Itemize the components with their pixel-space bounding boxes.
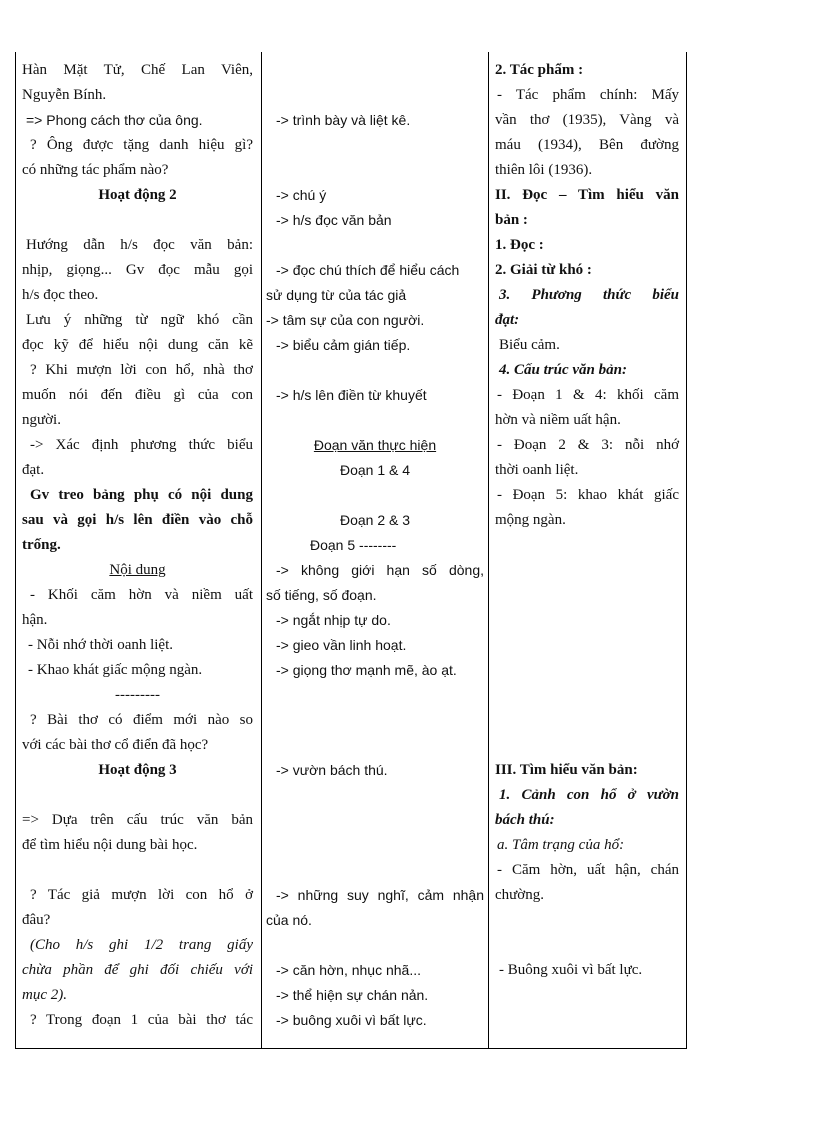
col1-text-line: - Khối căm hờn và niềm uất [30,587,253,603]
col2-text-line: -> thể hiện sự chán nản. [276,987,429,1003]
col2-text-line: -> những suy nghĩ, cảm nhận [276,887,484,903]
col3-text-line: chường. [495,887,544,903]
col1-text-line: --------- [115,687,160,703]
col3-text-line: 3. Phương thức biểu [499,287,679,303]
col1-text-line: => Phong cách thơ của ông. [26,112,203,128]
col3-text-line: 4. Cấu trúc văn bản: [499,362,627,378]
col1-text-line: trống. [22,537,61,553]
column-divider [488,52,489,1049]
col1-text-line: - Khao khát giấc mộng ngàn. [28,662,203,678]
col3-text-line: 2. Tác phẩm : [495,62,584,78]
col3-text-line: II. Đọc – Tìm hiểu văn [495,187,679,203]
col3-text-line: - Đoạn 1 & 4: khối căm [497,387,679,403]
col2-text-line: -> giọng thơ mạnh mẽ, ào ạt. [276,662,457,678]
col1-text-line: -> Xác định phương thức biểu [30,437,253,453]
col1-text-line: muốn nói đến điều gì của con [22,387,253,403]
col2-text-line: Đoạn 1 & 4 [339,462,411,478]
col2-text-line: -> gieo vần linh hoạt. [276,637,407,653]
col2-text-line: -> h/s đọc văn bản [276,212,392,228]
col1-text-line: người. [22,412,61,428]
col2-text-line: Đoạn 2 & 3 [339,512,411,528]
col2-text-line: -> đọc chú thích để hiểu cách [276,262,460,278]
col3-text-line: máu (1934), Bên đường [495,137,679,153]
col3-text-line: đạt: [495,312,520,328]
col3-text-line: - Căm hờn, uất hận, chán [497,862,679,878]
col3-text-line: 1. Đọc : [495,237,544,253]
col3-text-line: Biểu cảm. [499,337,560,353]
col1-text-line: Gv treo bảng phụ có nội dung [30,487,253,503]
col1-text-line: Lưu ý những từ ngữ khó cần [26,312,253,328]
col1-text-line: đọc kỹ để hiểu nội dung căn kẽ [22,337,253,353]
column-divider [261,52,262,1049]
col1-text-line: Hoạt động 2 [98,187,177,203]
col1-text-line: Hoạt động 3 [98,762,177,778]
col1-text-line: đâu? [22,912,51,928]
col1-text-line: với các bài thơ cổ điển đã học? [22,737,209,753]
col1-text-line: (Cho h/s ghi 1/2 trang giấy [30,937,253,953]
col1-text-line: hận. [22,612,48,628]
col2-text-line: -> h/s lên điền từ khuyết [276,387,427,403]
col2-text-line: Đoạn 5 -------- [310,537,397,553]
col3-text-line: - Đoạn 2 & 3: nỗi nhớ [497,437,679,453]
col1-text-line: ? Ông được tặng danh hiệu gì? [30,137,253,153]
col1-text-line: đạt. [22,462,45,478]
col2-text-line: -> trình bày và liệt kê. [276,112,411,128]
col3-text-line: hờn và niềm uất hận. [495,412,621,428]
col1-text-line: ? Trong đoạn 1 của bài thơ tác [30,1012,253,1028]
col1-text-line: ? Khi mượn lời con hổ, nhà thơ [30,362,253,378]
col3-text-line: thời oanh liệt. [495,462,579,478]
col3-text-line: mộng ngàn. [495,512,566,528]
col2-text-line: -> ngắt nhịp tự do. [276,612,391,628]
col1-text-line: ? Bài thơ có điểm mới nào so [30,712,253,728]
col2-text-line: Đoạn văn thực hiện [313,437,437,453]
col2-text-line: -> biểu cảm gián tiếp. [276,337,411,353]
col1-text-line: sau và gọi h/s lên điền vào chỗ [22,512,253,528]
col3-text-line: 2. Giải từ khó : [495,262,592,278]
col3-text-line: bách thú: [495,812,555,828]
col2-text-line: sử dụng từ của tác giả [266,287,407,303]
col2-text-line: -> căn hờn, nhục nhã... [276,962,421,978]
col1-text-line: Hàn Mặt Tử, Chế Lan Viên, [22,62,253,78]
col3-text-line: bản : [495,212,528,228]
col1-text-line: chừa phần để ghi đối chiếu với [22,962,253,978]
col1-text-line: nhịp, giọng... Gv đọc mẫu gọi [22,262,253,278]
col3-text-line: 1. Cảnh con hổ ở vườn [499,787,679,803]
col1-text-line: Hướng dẫn h/s đọc văn bản: [26,237,253,253]
col1-text-line: => Dựa trên cấu trúc văn bản [22,812,253,828]
col3-text-line: a. Tâm trạng của hổ: [497,837,625,853]
col2-text-line: số tiếng, số đoạn. [266,587,377,603]
col3-text-line: - Đoạn 5: khao khát giấc [497,487,679,503]
col3-text-line: - Buông xuôi vì bất lực. [499,962,643,978]
col1-text-line: Nội dung [109,562,166,578]
col1-text-line: ? Tác giả mượn lời con hổ ở [30,887,253,903]
col2-text-line: -> chú ý [276,187,327,203]
col1-text-line: Nguyễn Bính. [22,87,107,103]
col1-text-line: mục 2). [22,987,67,1003]
col3-text-line: vần thơ (1935), Vàng và [495,112,679,128]
col2-text-line: -> buông xuôi vì bất lực. [276,1012,427,1028]
col1-text-line: để tìm hiểu nội dung bài học. [22,837,198,853]
col1-text-line: h/s đọc theo. [22,287,99,303]
col1-text-line: có những tác phẩm nào? [22,162,169,178]
col2-text-line: -> không giới hạn số dòng, [276,562,484,578]
col1-text-line: - Nỗi nhớ thời oanh liệt. [28,637,174,653]
col3-text-line: III. Tìm hiểu văn bản: [495,762,638,778]
col3-text-line: - Tác phẩm chính: Mấy [497,87,679,103]
col2-text-line: -> tâm sự của con người. [266,312,425,328]
col3-text-line: thiên lôi (1936). [495,162,593,178]
col2-text-line: của nó. [266,912,312,928]
col2-text-line: -> vườn bách thú. [276,762,388,778]
